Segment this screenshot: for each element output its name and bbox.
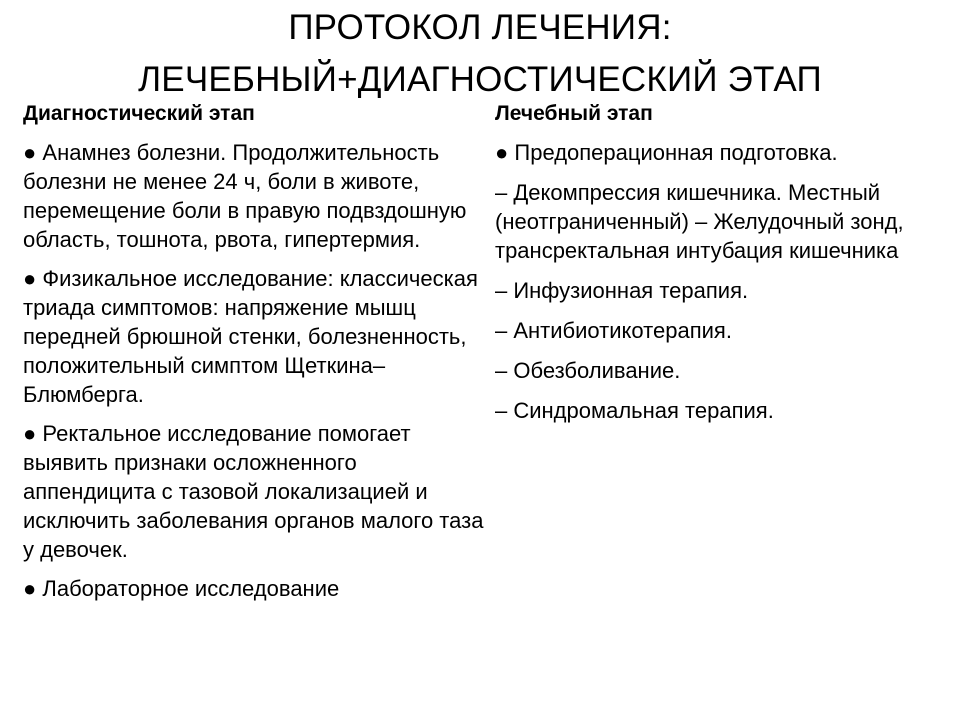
diagnostic-stage-heading: Диагностический этап: [23, 102, 255, 125]
diagnostic-item-anamnesis: ● Анамнез болезни. Продолжительность болезни не менее 24 ч, боли в животе, перемещение боли в правую подвздошную область, тошнота, рвота, гипертермия.: [23, 140, 467, 252]
treatment-item-infusion: – Инфузионная терапия.: [495, 278, 749, 303]
treatment-stage-column: [495, 100, 935, 436]
slide-title: [0, 2, 960, 106]
treatment-stage-heading: Лечебный этап: [495, 102, 653, 125]
diagnostic-stage-column: [23, 100, 485, 613]
treatment-item-syndromic-therapy: – Синдромальная терапия.: [495, 398, 774, 423]
treatment-item-decompression: – Декомпрессия кишечника. Местный (неотграниченный) – Желудочный зонд, трансректальная интубация кишечника: [495, 180, 904, 263]
diagnostic-item-physical-exam: ● Физикальное исследование: классическая триада симптомов: напряжение мышц передней брюшной стенки, болезненность, положительный симптом Щеткина–Блюмберга.: [23, 266, 478, 407]
slide-title-line-2: ЛЕЧЕБНЫЙ+ДИАГНОСТИЧЕСКИЙ ЭТАП: [138, 60, 822, 99]
treatment-item-antibiotics: – Антибиотикотерапия.: [495, 318, 732, 343]
diagnostic-item-lab-exam: ● Лабораторное исследование: [23, 576, 340, 601]
treatment-item-preop-preparation: ● Предоперационная подготовка.: [495, 140, 838, 165]
diagnostic-item-rectal-exam: ● Ректальное исследование помогает выявить признаки осложненного аппендицита с тазовой локализацией и исключить заболевания органов малого таза у девочек.: [23, 421, 484, 562]
treatment-item-analgesia: – Обезболивание.: [495, 358, 681, 383]
slide-title-line-1: ПРОТОКОЛ ЛЕЧЕНИЯ:: [288, 8, 672, 47]
